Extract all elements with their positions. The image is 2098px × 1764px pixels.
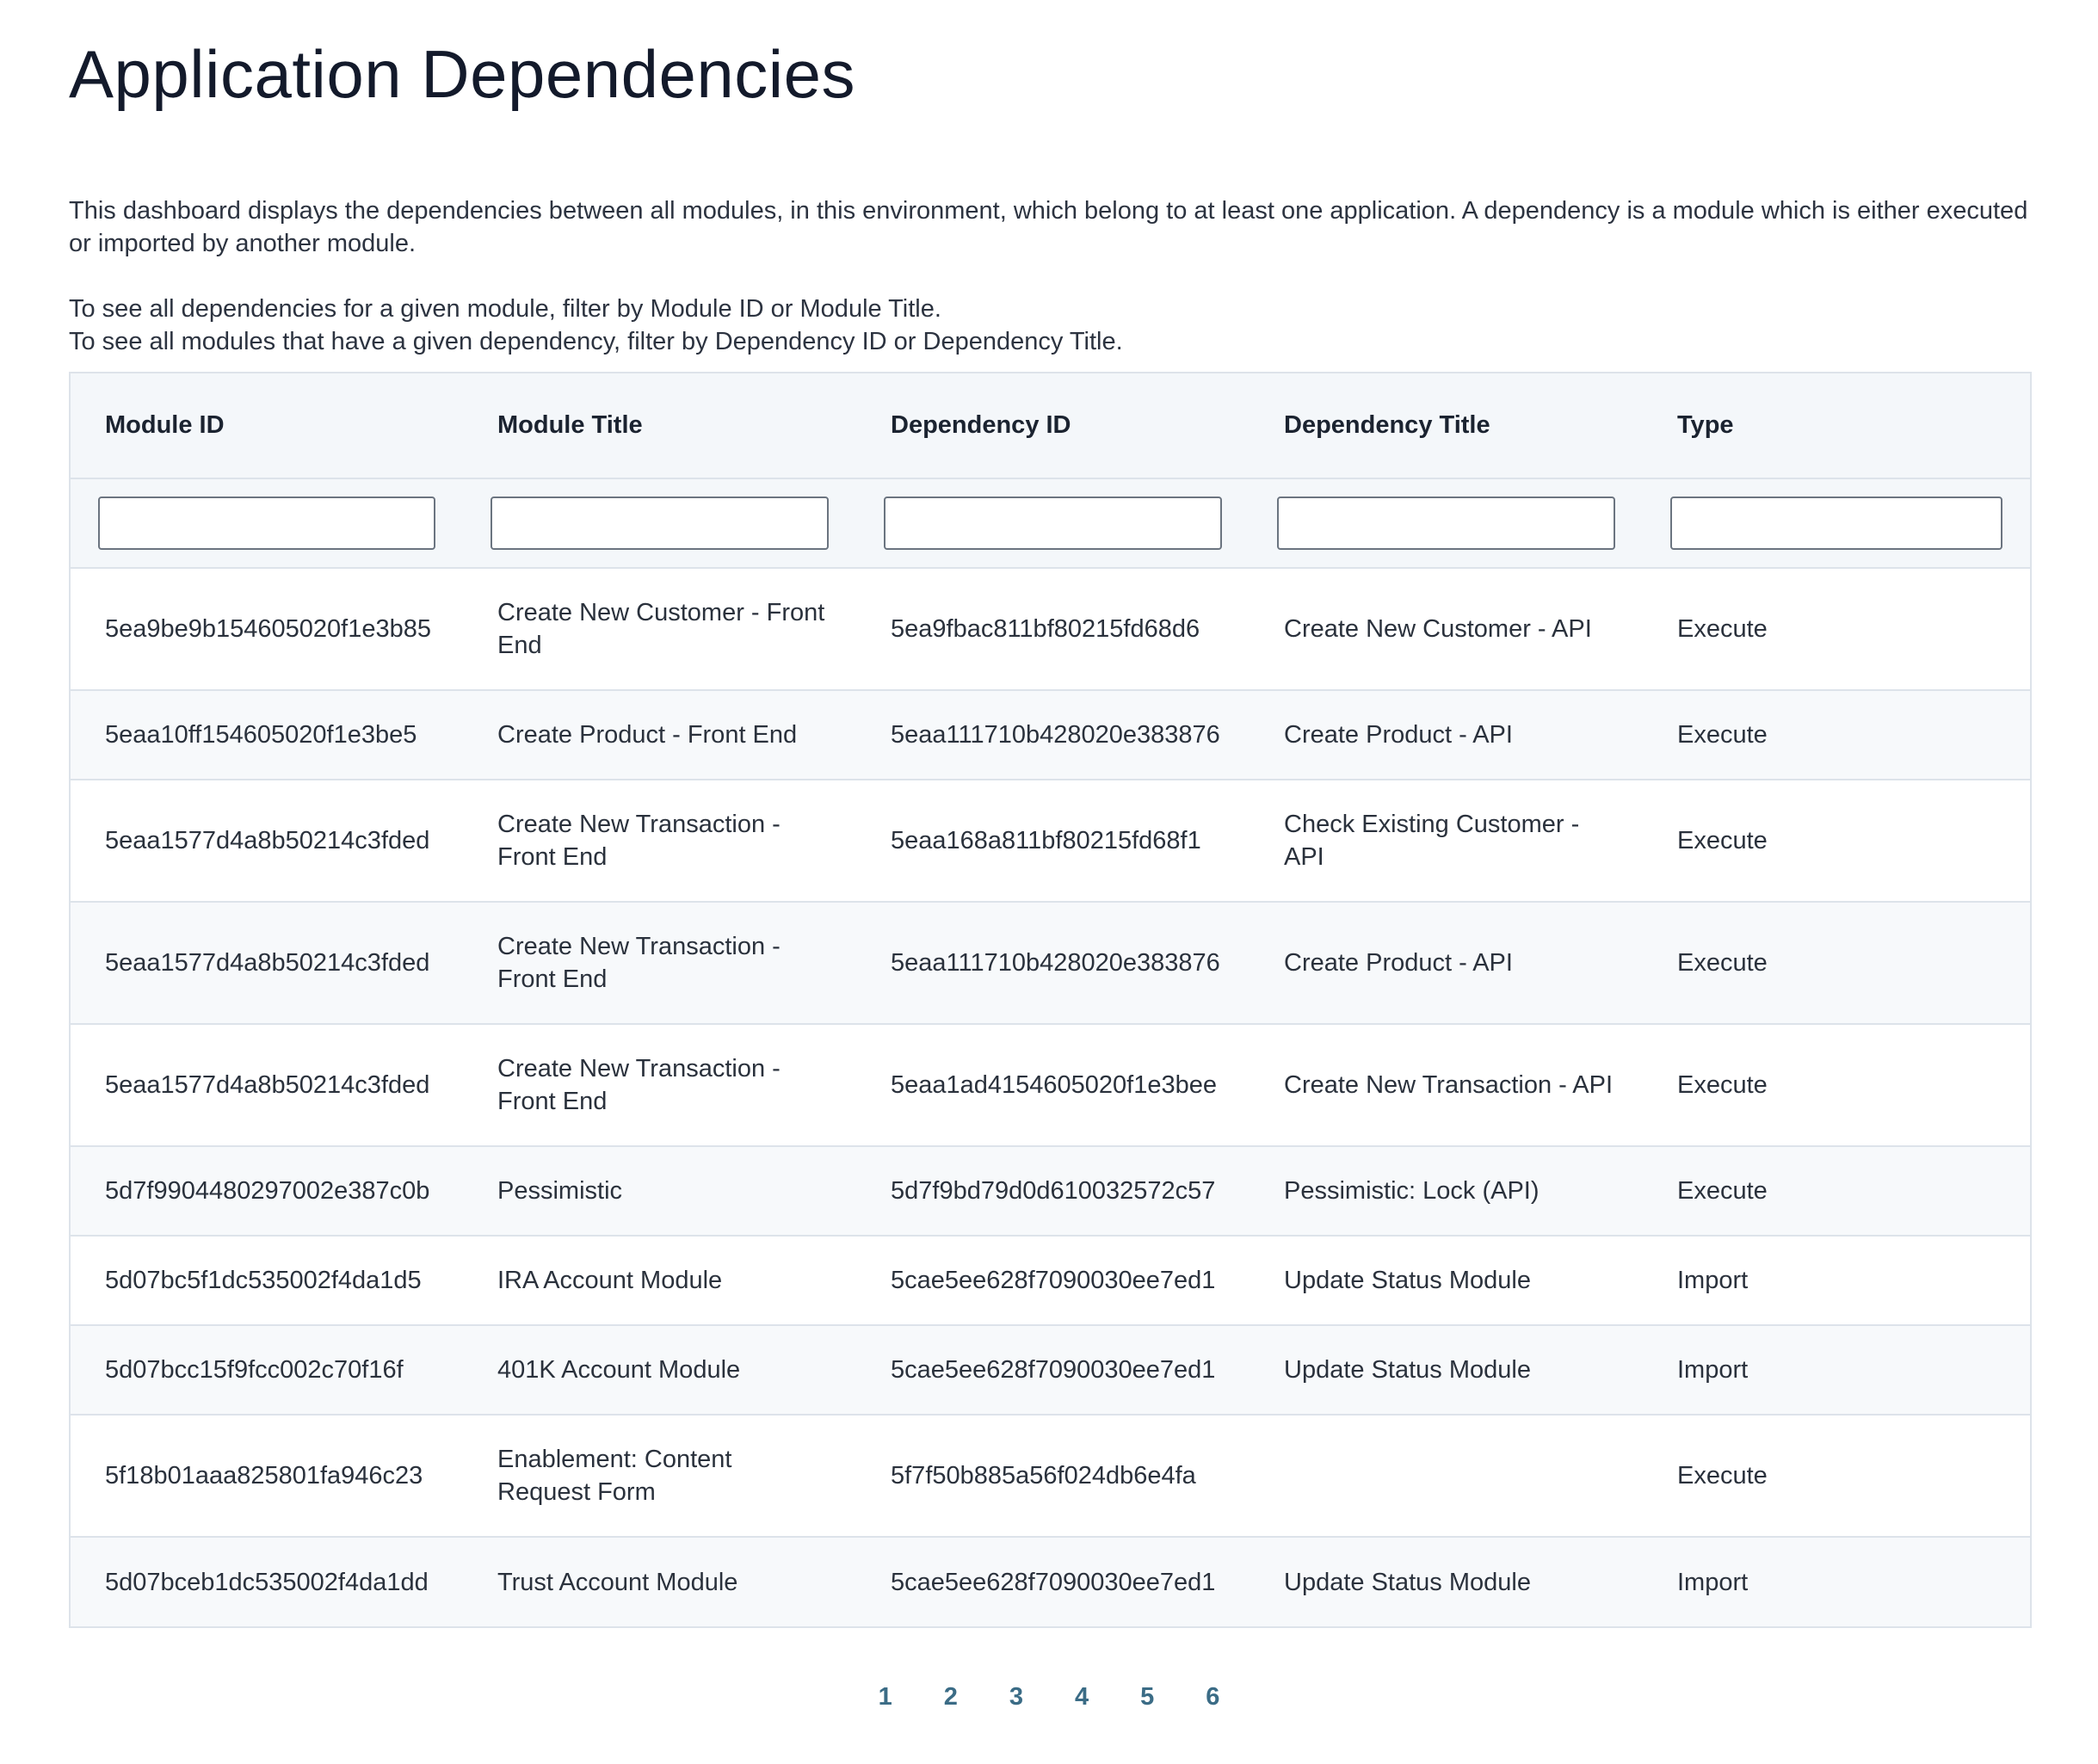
- page-link-1[interactable]: 1: [878, 1683, 892, 1711]
- table-row: [71, 1146, 2030, 1236]
- cell-dependency-id: 5eaa168a811bf80215fd68f1: [891, 827, 1201, 854]
- cell-dependency-title: Create Product - API: [1284, 949, 1513, 977]
- table-row: [71, 1415, 2030, 1537]
- column-header-dependency-title[interactable]: Dependency Title: [1250, 373, 1643, 478]
- dependencies-table: [71, 373, 2030, 1626]
- column-header-module-id[interactable]: Module ID: [71, 373, 463, 478]
- cell-dependency-title: Update Status Module: [1284, 1568, 1531, 1596]
- cell-module-id: 5eaa1577d4a8b50214c3fded: [105, 949, 430, 977]
- cell-module-id: 5ea9be9b154605020f1e3b85: [105, 615, 432, 643]
- cell-type: Execute: [1677, 1462, 1768, 1490]
- cell-dependency-id: 5ea9fbac811bf80215fd68d6: [891, 615, 1200, 643]
- filter-type-input[interactable]: [1670, 497, 2002, 550]
- cell-type: Import: [1677, 1267, 1749, 1294]
- cell-module-id: 5f18b01aaa825801fa946c23: [105, 1462, 423, 1490]
- cell-type: Execute: [1677, 1071, 1768, 1099]
- filter-module-title-input[interactable]: [491, 497, 829, 550]
- table-row: [71, 690, 2030, 780]
- column-header-dependency-id[interactable]: Dependency ID: [856, 373, 1250, 478]
- cell-dependency-title: Update Status Module: [1284, 1267, 1531, 1294]
- cell-dependency-id: 5d7f9bd79d0d610032572c57: [891, 1177, 1216, 1205]
- cell-module-title: Trust Account Module: [497, 1568, 738, 1596]
- page-title: Application Dependencies: [69, 36, 855, 112]
- cell-module-id: 5eaa10ff154605020f1e3be5: [105, 721, 417, 749]
- cell-dependency-title: [1250, 1415, 1643, 1537]
- intro-paragraph-1: This dashboard displays the dependencies between all modules, in this environment, which belong to at least one application. A dependency is a module which is either executed or imported by another module.: [69, 197, 2028, 257]
- table-filter-row: [71, 478, 2030, 568]
- cell-dependency-id: 5cae5ee628f7090030ee7ed1: [891, 1267, 1216, 1294]
- column-header-module-title[interactable]: Module Title: [463, 373, 856, 478]
- page-link-5[interactable]: 5: [1140, 1683, 1155, 1711]
- pagination: [0, 1683, 2098, 1712]
- cell-module-id: 5d07bc5f1dc535002f4da1d5: [105, 1267, 422, 1294]
- cell-type: Import: [1677, 1568, 1749, 1596]
- filter-dependency-id-input[interactable]: [884, 497, 1222, 550]
- page-link-4[interactable]: 4: [1075, 1683, 1089, 1711]
- filter-dependency-title-input[interactable]: [1277, 497, 1615, 550]
- cell-module-id: 5d07bceb1dc535002f4da1dd: [105, 1568, 429, 1596]
- intro-text: [69, 194, 2029, 358]
- cell-module-title: Enablement: Content Request Form: [497, 1446, 732, 1506]
- cell-dependency-title: Check Existing Customer - API: [1284, 811, 1580, 871]
- cell-dependency-id: 5eaa111710b428020e383876: [891, 949, 1220, 977]
- cell-dependency-title: Create Product - API: [1284, 721, 1513, 749]
- cell-type: Execute: [1677, 949, 1768, 977]
- cell-module-title: Create Product - Front End: [497, 721, 798, 749]
- page-link-3[interactable]: 3: [1009, 1683, 1023, 1711]
- cell-module-id: 5d07bcc15f9fcc002c70f16f: [105, 1356, 404, 1384]
- intro-paragraph-2-line-1: To see all dependencies for a given module, filter by Module ID or Module Title.: [69, 295, 941, 323]
- table-row: [71, 1236, 2030, 1325]
- cell-dependency-id: 5eaa111710b428020e383876: [891, 721, 1220, 749]
- cell-type: Execute: [1677, 615, 1768, 643]
- cell-module-title: IRA Account Module: [497, 1267, 723, 1294]
- cell-module-title: Create New Customer - Front End: [497, 599, 825, 659]
- table-row: [71, 1537, 2030, 1626]
- table-row: [71, 1325, 2030, 1415]
- cell-dependency-id: 5f7f50b885a56f024db6e4fa: [891, 1462, 1196, 1490]
- cell-module-title: Create New Transaction - Front End: [497, 811, 781, 871]
- cell-dependency-title: Pessimistic: Lock (API): [1284, 1177, 1540, 1205]
- cell-module-title: 401K Account Module: [497, 1356, 741, 1384]
- filter-module-id-input[interactable]: [98, 497, 435, 550]
- cell-dependency-title: Update Status Module: [1284, 1356, 1531, 1384]
- cell-dependency-title: Create New Transaction - API: [1284, 1071, 1613, 1099]
- cell-dependency-id: 5cae5ee628f7090030ee7ed1: [891, 1356, 1216, 1384]
- cell-module-title: Create New Transaction - Front End: [497, 933, 781, 993]
- dependencies-table-container: [69, 372, 2032, 1628]
- cell-module-title: Create New Transaction - Front End: [497, 1055, 781, 1115]
- cell-module-id: 5eaa1577d4a8b50214c3fded: [105, 827, 430, 854]
- table-row: [71, 902, 2030, 1024]
- cell-module-title: Pessimistic: [497, 1177, 623, 1205]
- table-row: [71, 780, 2030, 902]
- table-row: [71, 1024, 2030, 1146]
- cell-dependency-title: Create New Customer - API: [1284, 615, 1592, 643]
- cell-type: Execute: [1677, 721, 1768, 749]
- cell-dependency-id: 5cae5ee628f7090030ee7ed1: [891, 1568, 1216, 1596]
- page: [0, 0, 2098, 358]
- table-body: [71, 568, 2030, 1626]
- cell-module-id: 5eaa1577d4a8b50214c3fded: [105, 1071, 430, 1099]
- page-link-6[interactable]: 6: [1206, 1683, 1220, 1711]
- intro-paragraph-2-line-2: To see all modules that have a given dependency, filter by Dependency ID or Dependency Title.: [69, 328, 1123, 355]
- cell-type: Execute: [1677, 1177, 1768, 1205]
- column-header-type[interactable]: Type: [1643, 373, 2030, 478]
- cell-type: Execute: [1677, 827, 1768, 854]
- cell-module-id: 5d7f9904480297002e387c0b: [105, 1177, 430, 1205]
- page-link-2[interactable]: 2: [943, 1683, 958, 1711]
- table-header-row: [71, 373, 2030, 478]
- cell-dependency-id: 5eaa1ad4154605020f1e3bee: [891, 1071, 1218, 1099]
- cell-type: Import: [1677, 1356, 1749, 1384]
- table-row: [71, 568, 2030, 690]
